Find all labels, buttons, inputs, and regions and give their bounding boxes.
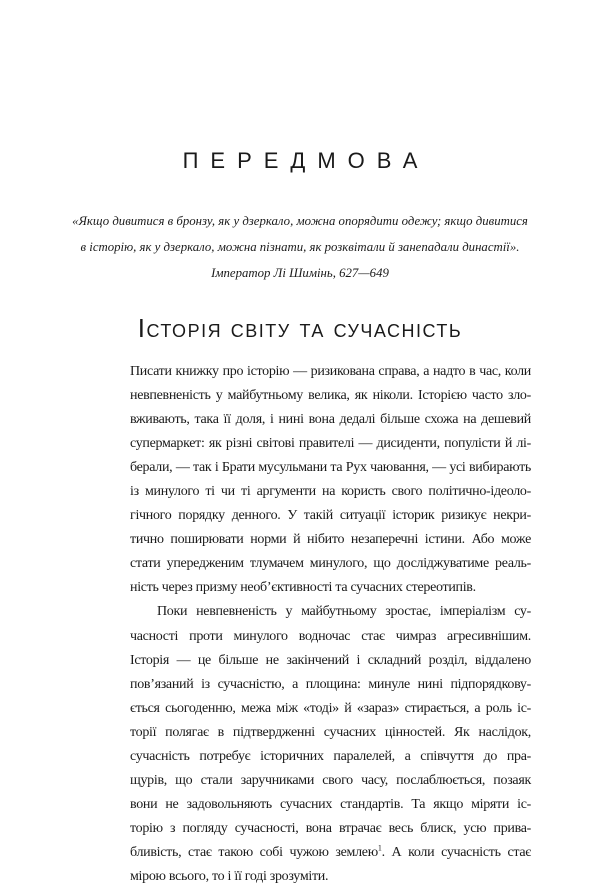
text-line [130,841,531,865]
text-line: стати упередженим тлумачем минулого, що досліджуватиме реаль- [130,556,531,572]
text-line: супермаркет: як різні світові правителі — дисиденти, популісти й лі- [130,436,531,452]
paragraph-1 [130,360,531,600]
text-line: часності проти минулого водночас стає чимраз агресивнішим. [130,628,531,644]
text-line: сучасність потребує історичних паралелей, а співчуття до пра- [130,748,531,764]
text-line: вони не задовольняють сучасних стандартів. Та якщо міряти іс- [130,796,531,812]
epigraph-line: в історію, як у дзеркало, можна пізнати, як розквітали й занепадали династії». [80,240,520,254]
text-line: берали, — так і Брати мусульмани та Рух чаювання, — усі вибирають [130,460,531,476]
text-line: гічного порядку денного. У такій ситуації історик ризикує некри- [130,508,531,524]
text-line: ється сьогоденню, межа між «тоді» й «зараз» стирається, а роль іс- [130,700,531,716]
chapter-title: ПЕРЕДМОВА [182,148,430,173]
epigraph-attribution: Імператор Лі Шимінь, 627—649 [211,266,389,280]
text-line: із минулого ті чи ті аргументи на користь свого політично-ідеоло- [130,484,531,500]
text-line: Поки невпевненість у майбутньому зростає, імперіалізм су- [157,604,531,620]
section-heading: Історія світу та сучасність [137,313,463,343]
text-line: Історія — це більше не закінчений і складний розділ, віддалено [130,652,531,668]
text-line: торію з погляду сучасності, вона втрачає весь блиск, усю прива- [130,820,531,836]
text-fragment: . А коли сучасність стає [381,844,531,860]
text-line: мірою всього, то і її годі зрозуміти. [130,868,329,884]
text-line: пов’язаний із сучасністю, а площина: минуле нині підпорядкову- [130,676,531,692]
epigraph [60,208,540,286]
text-fragment: бливість, стає такою собі чужою землею [130,844,378,860]
text-line: тично поширювати норми й нібито незаперечні істини. Або може [130,532,531,548]
text-line: вживають, така її доля, і нині вона дедалі більше схожа на дешевий [130,412,531,428]
body-text [130,360,531,889]
footnote-marker[interactable]: 1 [377,843,382,853]
paragraph-2 [130,600,531,889]
text-line: Писати книжку про історію — ризикована справа, а надто в час, коли [130,364,531,379]
text-line: ність через призму необ’єктивності та сучасних стереотипів. [130,580,476,596]
text-line: щурів, що стали заручниками свого часу, послаблюється, позаяк [130,772,531,788]
text-line: невпевненість у майбутньому велика, як ніколи. Історією часто зло- [130,388,531,404]
epigraph-line: «Якщо дивитися в бронзу, як у дзеркало, можна опорядити одежу; якщо дивитися [72,214,528,228]
text-line: торії полягає в підтвердженні сучасних цінностей. Як наслідок, [130,724,531,740]
